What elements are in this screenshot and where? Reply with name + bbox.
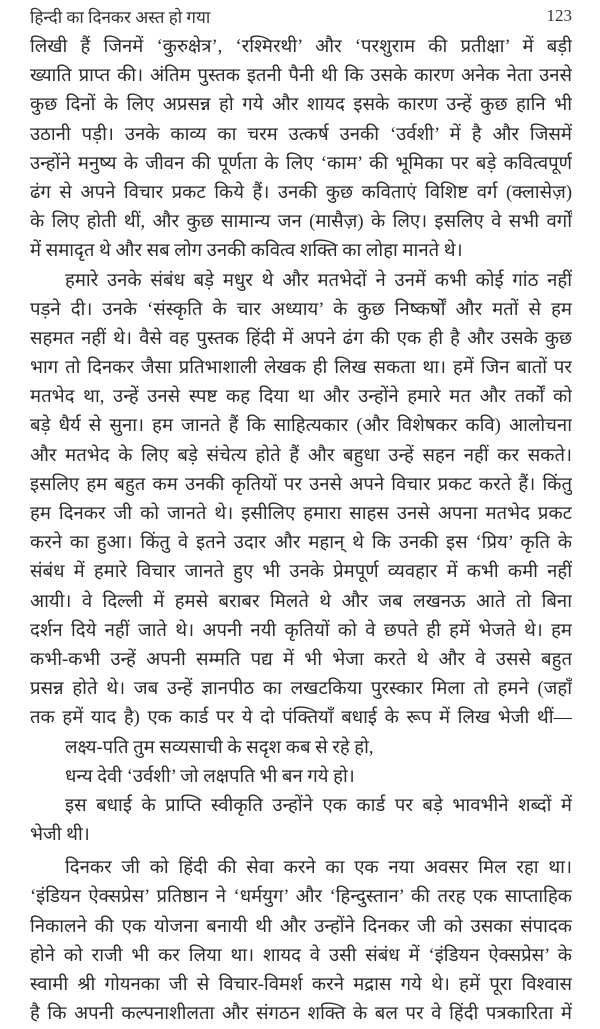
chapter-title: हिन्दी का दिनकर अस्त हो गया [30,7,211,27]
text-line: मतभेद था, उन्हें उनसे स्पष्ट कह दिया था और उन्होंने हमारे मत और तर्कों को [30,387,572,408]
text-line: हम दिनकर जी को जानते थे। इसीलिए हमारा साहस उनसे अपना मतभेद प्रकट [30,504,572,524]
verse-line: धन्य देवी ‘उर्वशी’ जो लक्षपति भी बन गये हो। [65,766,355,787]
text-line: तक हमें याद है) एक कार्ड पर ये दो पंक्तियाँ बधाई के रूप में लिख भेजी थीं— [30,708,572,729]
text-line: लिखी हैं जिनमें ‘कुरुक्षेत्र’, ‘रश्मिरथी’ और ‘परशुराम की प्रतीक्षा’ में बड़ी [30,37,572,57]
text-line: सहमत नहीं थे। वैसे वह पुस्तक हिंदी में अपने ढंग की एक ही है और उसके कुछ [30,328,572,349]
running-header [30,2,572,30]
text-line: ‘इंडियन ऐक्सप्रेस’ प्रतिष्ठान ने ‘धर्मयुग’ और ‘हिन्दुस्तान’ की तरह एक साप्ताहिक [30,887,572,908]
text-line: इस बधाई के प्राप्ति स्वीकृति उन्होंने एक कार्ड पर बड़े भावभीने शब्दों में [65,795,572,816]
text-line: ख्याति प्राप्त की। अंतिम पुस्तक इतनी पैनी थी कि उसके कारण अनेक नेता उनसे [30,66,572,87]
text-line: करने का हुआ। किंतु वे इतने उदार और महान् थे कि उनकी इस ‘प्रिय’ कृति के [30,533,572,554]
text-line: दिनकर जी को हिंदी की सेवा करने का एक नया अवसर मिल रहा था। [65,858,572,879]
text-line: इसलिए हम बहुत कम उनकी कृतियों पर उनसे अपने विचार प्रकट करते हैं। किंतु [30,474,572,495]
text-line: में समादृत थे और सब लोग उनकी कवित्व शक्ति का लोहा मानते थे। [30,241,463,262]
text-line: है कि अपनी कल्पनाशीलता और संगठन शक्ति के बल पर वे हिंदी पत्रकारिता में [30,1004,572,1025]
text-line: बड़े धैर्य से सुना। हम जानते हैं कि साहित्यकार (और विशेषकर कवि) आलोचना [30,416,572,437]
text-line: संबंध में हमारे विचार जानते हुए भी उनके प्रेमपूर्ण व्यवहार में कभी कमी नहीं [30,562,572,583]
text-line: हमारे उनके संबंध बड़े मधुर थे और मतभेदों ने उनमें कभी कोई गांठ नहीं [65,270,572,291]
text-line: के लिए होती थीं, और कुछ सामान्य जन (मासैज़) के लिए। इसलिए वे सभी वर्गों [30,212,572,233]
text-line: कुछ दिनों के लिए अप्रसन्न हो गये और शायद इसके कारण उन्हें कुछ हानि भी [30,95,572,116]
text-line: प्रसन्न होते थे। जब उन्हें ज्ञानपीठ का लखटकिया पुरस्कार मिला तो हमने (जहाँ [30,679,572,700]
page-body [30,33,572,1029]
text-line: कभी-कभी उन्हें अपनी सम्मति पद्य में भी भेजा करते थे और वे उससे बहुत [30,649,572,670]
text-line: होने को राजी भी कर लिया था। शायद वे उसी संबंध में ‘इंडियन ऐक्सप्रेस’ के [30,945,572,966]
text-line: दर्शन दिये नहीं जाते थे। अपनी नयी कृतियों को वे छपते ही हमें भेजते थे। हम [30,620,572,641]
text-line: और मतभेद के लिए बड़े संचेत्य होते हैं और बहुधा उन्हें सहन नहीं कर सकते। [30,445,572,466]
text-line: पड़ने दी। उनके ‘संस्कृति के चार अध्याय’ के कुछ निष्कर्षों और मतों से हम [30,299,572,320]
text-line: भाग तो दिनकर जैसा प्रतिभाशाली लेखक ही लिख सकता था। हमें जिन बातों पर [30,358,572,379]
verse-line: लक्ष्य-पति तुम सव्यसाची के सदृश कब से रहे हो, [65,737,374,758]
text-line: भेजी थी। [30,825,90,846]
text-line: निकालने की एक योजना बनायी थी और उन्होंने दिनकर जी को उसका संपादक [30,916,572,937]
text-line: आयी। वे दिल्ली में हमसे बराबर मिलते थे और जब लखनऊ आते तो बिना [30,591,572,612]
page-number: 123 [546,6,572,25]
text-line: उठानी पड़ी। उनके काव्य का चरम उत्कर्ष उनकी ‘उर्वशी’ में है और जिसमें [30,124,572,145]
text-line: उन्होंने मनुष्य के जीवन की पूर्णता के लिए ‘काम’ की भूमिका पर बड़े कवित्वपूर्ण [30,153,572,174]
text-line: स्वामी श्री गोयनका जी से विचार-विमर्श करने मद्रास गये थे। हमें पूरा विश्वास [30,975,572,995]
text-line: ढंग से अपने विचार प्रकट किये हैं। उनकी कुछ कविताएं विशिष्ट वर्ग (क्लासेज़) [30,182,572,203]
